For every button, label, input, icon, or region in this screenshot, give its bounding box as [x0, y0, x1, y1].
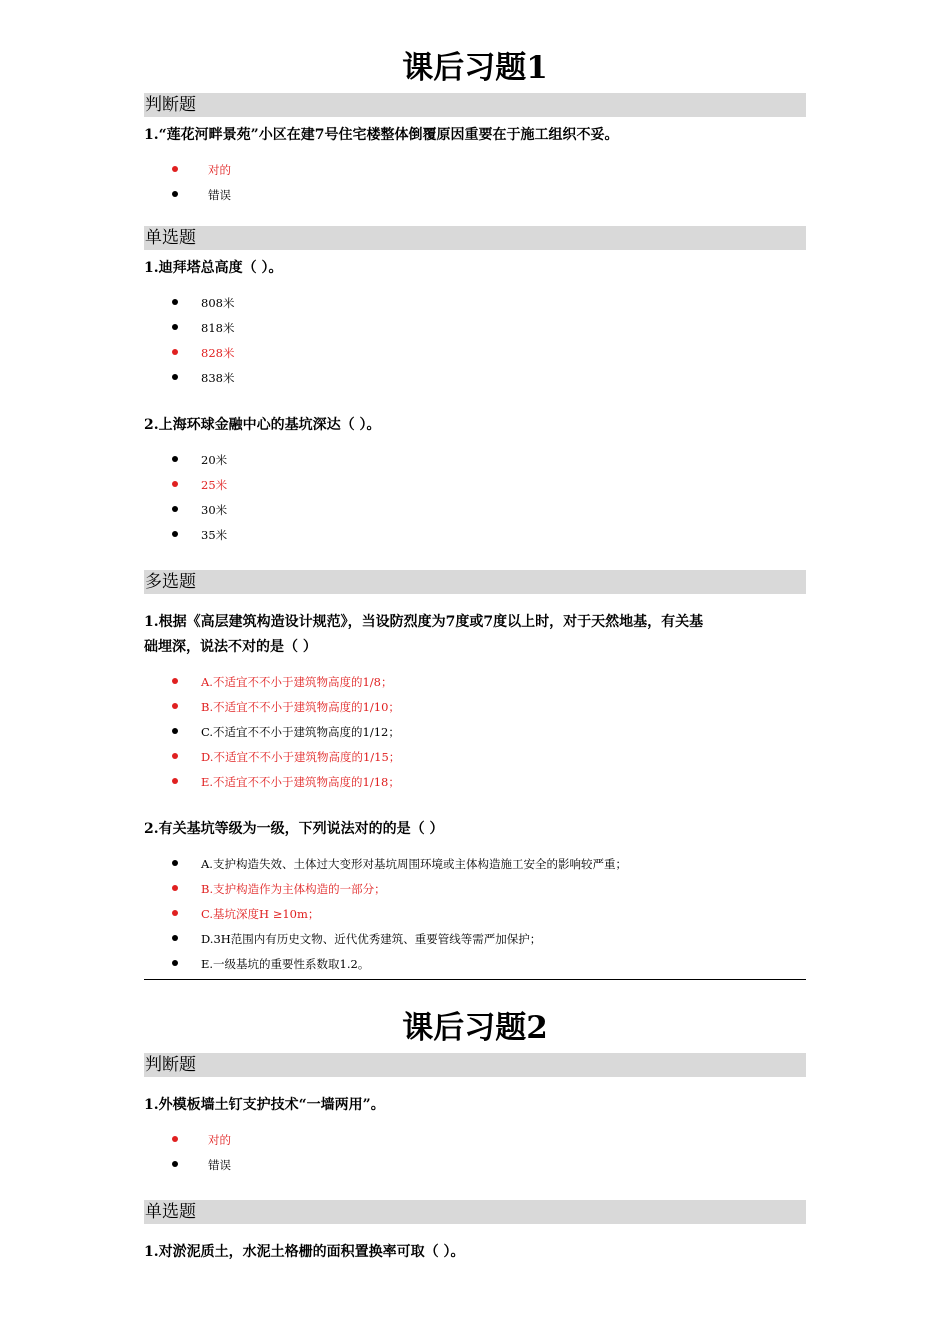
- option-wrong[interactable]: [144, 1153, 806, 1178]
- bullet-icon: [172, 324, 178, 330]
- options-list: [144, 291, 806, 391]
- bullet-icon: [172, 703, 178, 709]
- bullet-icon: [172, 1136, 178, 1142]
- option-label: 错误: [208, 1158, 231, 1172]
- option-label: 对的: [208, 163, 231, 177]
- bullet-icon: [172, 885, 178, 891]
- option-label: 30米: [201, 503, 228, 517]
- bullet-icon: [172, 191, 178, 197]
- option-item[interactable]: [144, 366, 806, 391]
- option-label: B.支护构造作为主体构造的一部分；: [201, 882, 386, 896]
- bullet-icon: [172, 678, 178, 684]
- question-text: 2.上海环球金融中心的基坑深达（ ）。: [144, 417, 381, 433]
- option-item[interactable]: [144, 952, 806, 977]
- option-wrong[interactable]: [144, 183, 806, 208]
- bullet-icon: [172, 860, 178, 866]
- option-label: 808米: [201, 296, 235, 310]
- option-label: 818米: [201, 321, 235, 335]
- section-header-single-choice: 单选题: [144, 226, 806, 250]
- option-item[interactable]: [144, 291, 806, 316]
- option-label: 错误: [208, 188, 231, 202]
- option-item[interactable]: [144, 720, 806, 745]
- section-header-single-choice: 单选题: [144, 1200, 806, 1224]
- options-list: [144, 670, 806, 795]
- option-label: E.不适宜不不小于建筑物高度的1/18；: [201, 775, 400, 789]
- option-label: 828米: [201, 346, 235, 360]
- option-label: A.不适宜不不小于建筑物高度的1/8；: [201, 675, 393, 689]
- option-item[interactable]: [144, 695, 806, 720]
- option-label: C.基坑深度H ≥10m；: [201, 907, 320, 921]
- option-item[interactable]: [144, 523, 806, 548]
- section-header-multiple-choice: 多选题: [144, 570, 806, 594]
- option-item[interactable]: [144, 341, 806, 366]
- question-text: 1.外模板墙土钉支护技术“一墙两用”。: [144, 1097, 385, 1113]
- option-item[interactable]: [144, 902, 806, 927]
- option-label: B.不适宜不不小于建筑物高度的1/10；: [201, 700, 400, 714]
- option-label: D.3H范围内有历史文物、近代优秀建筑、重要管线等需严加保护；: [201, 932, 542, 946]
- question-text: 1.对淤泥质土，水泥土格栅的面积置换率可取（ ）。: [144, 1244, 465, 1260]
- document-page: [144, 0, 806, 1265]
- bullet-icon: [172, 166, 178, 172]
- option-correct[interactable]: [144, 158, 806, 183]
- option-item[interactable]: [144, 448, 806, 473]
- option-item[interactable]: [144, 852, 806, 877]
- bullet-icon: [172, 960, 178, 966]
- option-item[interactable]: [144, 316, 806, 341]
- option-item[interactable]: [144, 670, 806, 695]
- options-list: [144, 448, 806, 548]
- bullet-icon: [172, 299, 178, 305]
- option-label: 838米: [201, 371, 235, 385]
- bullet-icon: [172, 935, 178, 941]
- option-correct[interactable]: [144, 1128, 806, 1153]
- option-label: 20米: [201, 453, 228, 467]
- option-label: 对的: [208, 1133, 231, 1147]
- option-label: 25米: [201, 478, 228, 492]
- bullet-icon: [172, 374, 178, 380]
- exercise-1-title: 课后习题1: [402, 50, 548, 86]
- exercise-2-title: 课后习题2: [402, 1010, 548, 1046]
- option-item[interactable]: [144, 770, 806, 795]
- option-item[interactable]: [144, 877, 806, 902]
- bullet-icon: [172, 753, 178, 759]
- bullet-icon: [172, 481, 178, 487]
- question-text: 1.“莲花河畔景苑”小区在建7号住宅楼整体倒覆原因重要在于施工组织不妥。: [144, 127, 619, 143]
- section-header-true-false: 判断题: [144, 93, 806, 117]
- question-text-line-1: 1.根据《高层建筑构造设计规范》，当设防烈度为7度或7度以上时，对于天然地基，有关基: [144, 614, 704, 630]
- bullet-icon: [172, 456, 178, 462]
- question-text-line-2: 础埋深，说法不对的是（ ）: [144, 639, 317, 655]
- bullet-icon: [172, 531, 178, 537]
- option-item[interactable]: [144, 473, 806, 498]
- option-label: A.支护构造失效、土体过大变形对基坑周围环境或主体构造施工安全的影响较严重；: [201, 857, 627, 871]
- option-label: C.不适宜不不小于建筑物高度的1/12；: [201, 725, 400, 739]
- option-item[interactable]: [144, 927, 806, 952]
- options-list: [144, 1128, 806, 1178]
- option-item[interactable]: [144, 745, 806, 770]
- section-header-true-false: 判断题: [144, 1053, 806, 1077]
- option-label: D.不适宜不不小于建筑物高度的1/15；: [201, 750, 401, 764]
- bullet-icon: [172, 1161, 178, 1167]
- option-item[interactable]: [144, 498, 806, 523]
- question-text: 2.有关基坑等级为一级，下列说法对的的是（ ）: [144, 821, 444, 837]
- options-list: [144, 158, 806, 208]
- bullet-icon: [172, 728, 178, 734]
- bullet-icon: [172, 506, 178, 512]
- bullet-icon: [172, 778, 178, 784]
- option-label: E.一级基坑的重要性系数取1.2。: [201, 957, 370, 971]
- bullet-icon: [172, 349, 178, 355]
- question-text: 1.迪拜塔总高度（ ）。: [144, 260, 283, 276]
- option-label: 35米: [201, 528, 228, 542]
- bullet-icon: [172, 910, 178, 916]
- options-list: [144, 852, 806, 977]
